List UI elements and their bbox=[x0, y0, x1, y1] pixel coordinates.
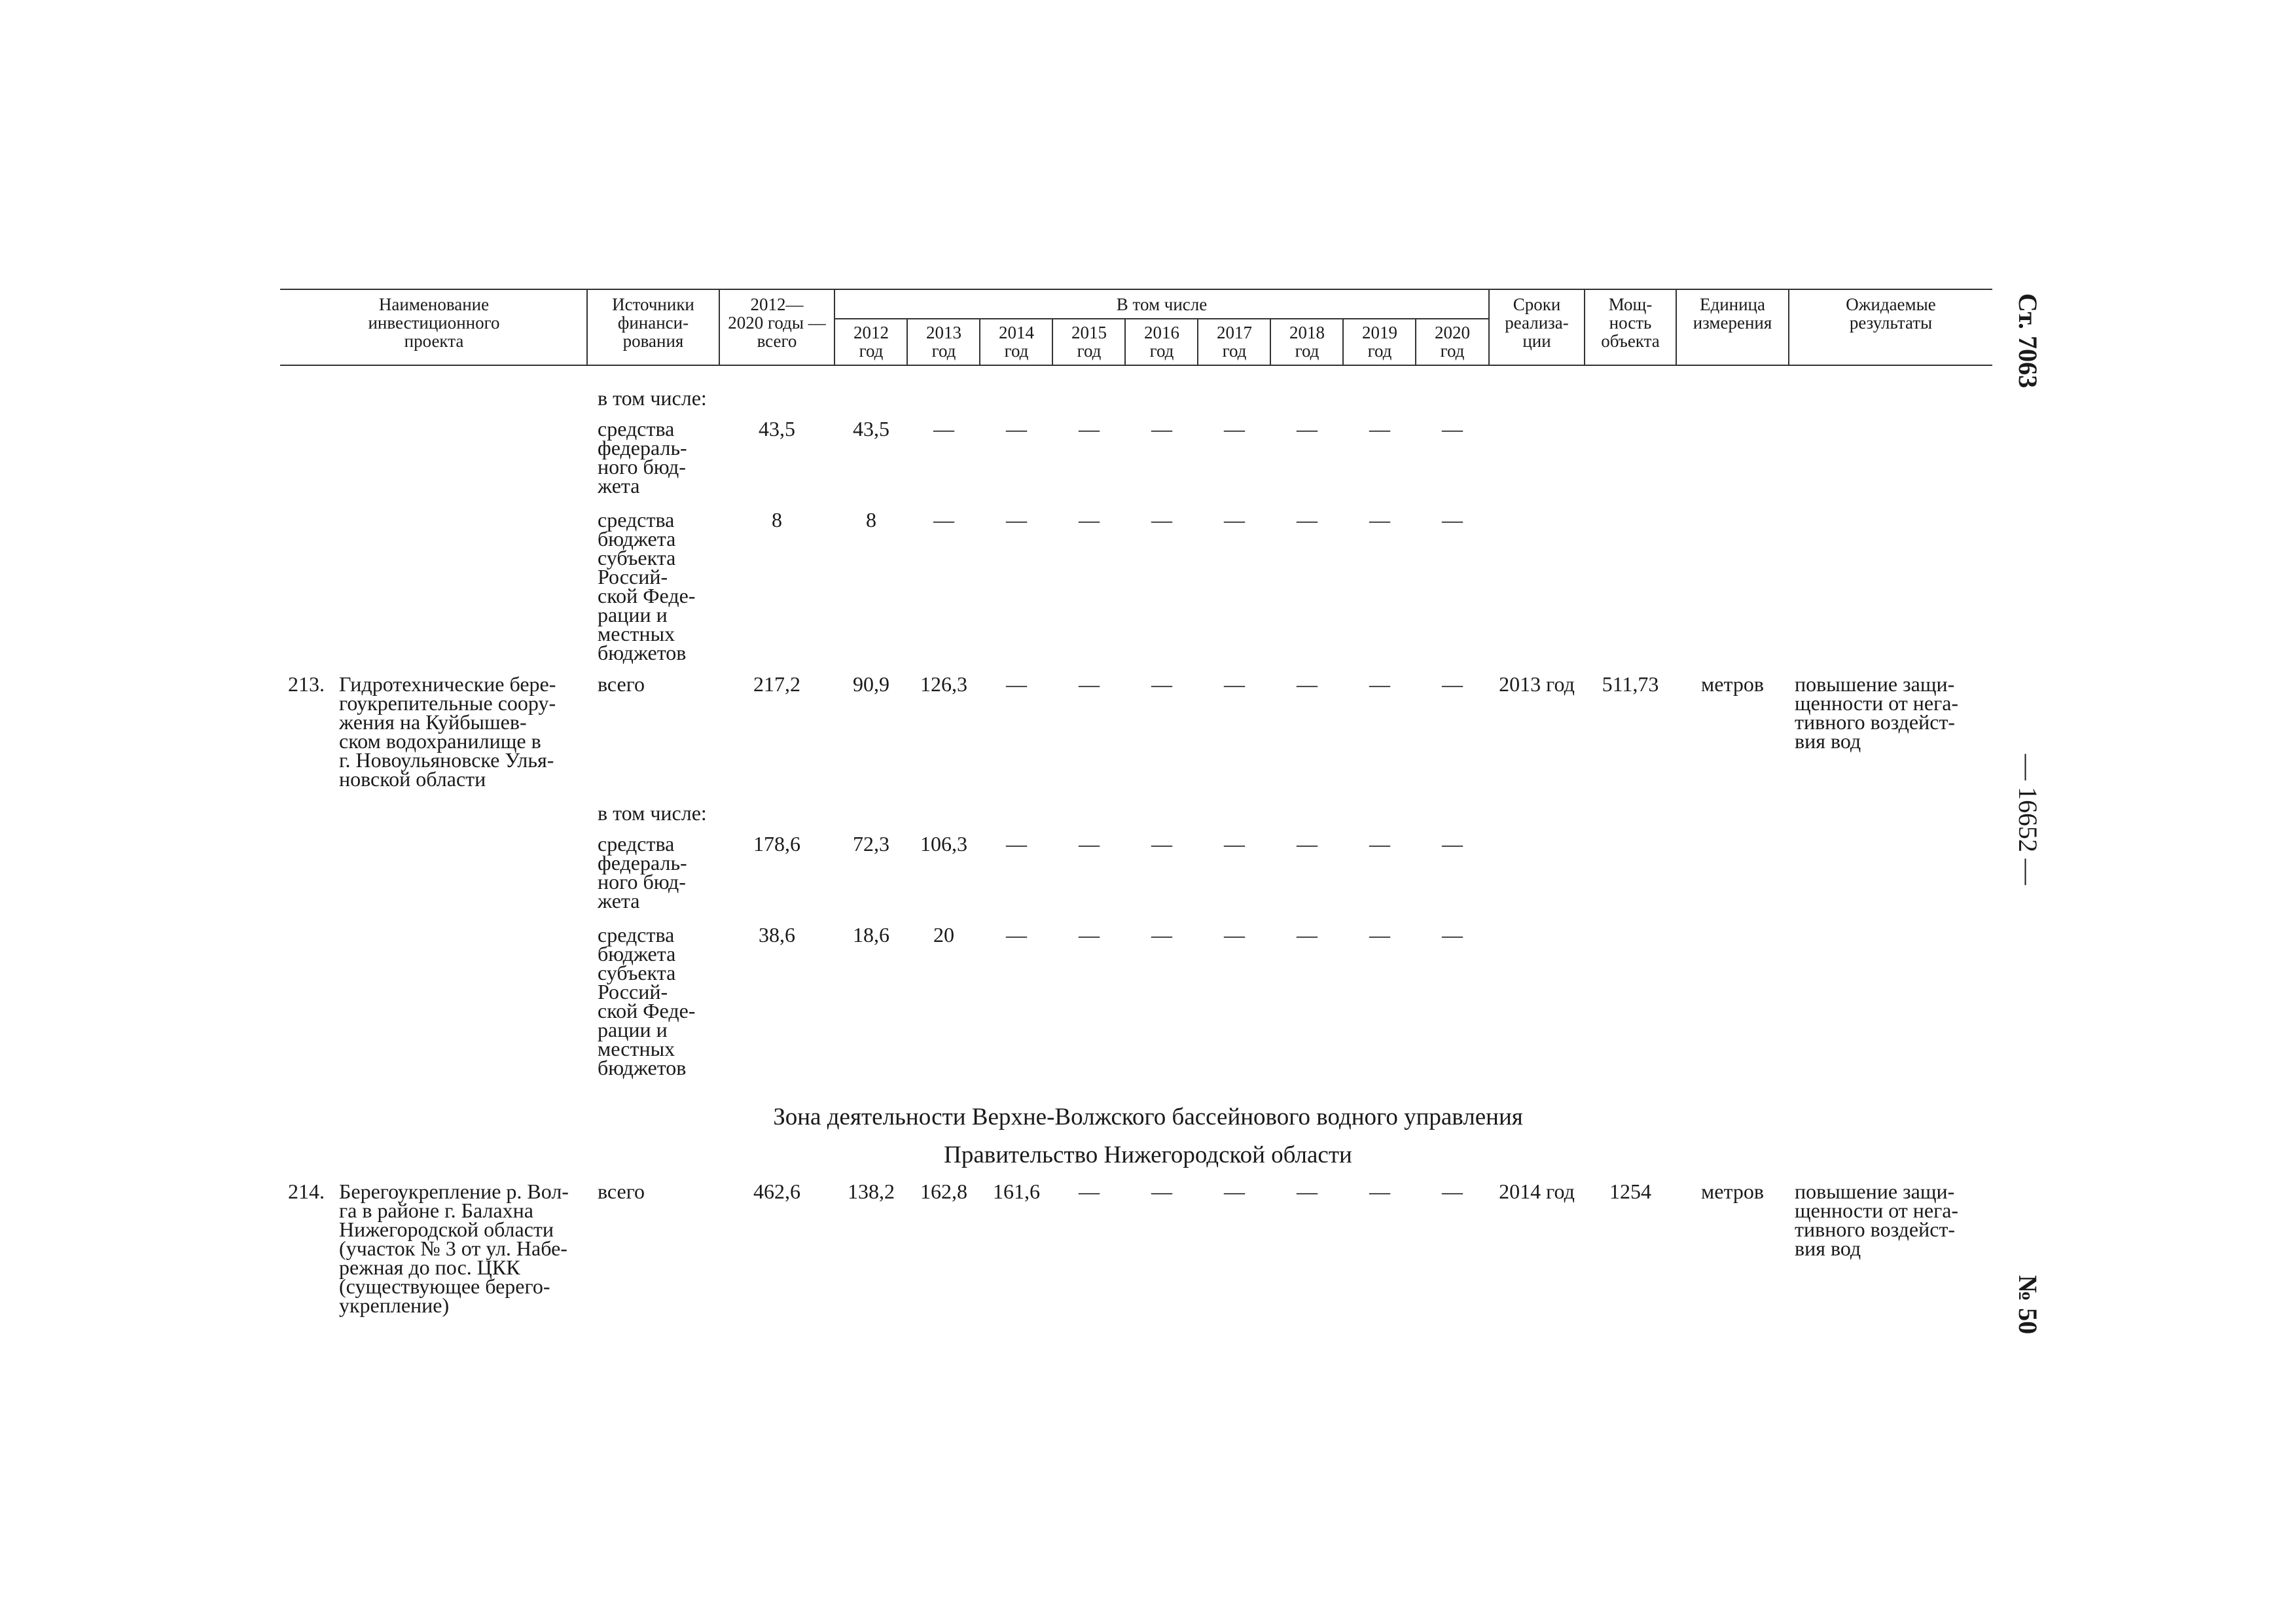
header-text: инвестиционного bbox=[368, 313, 500, 333]
header-text: финанси- bbox=[617, 313, 689, 333]
header-year-text: год bbox=[1295, 341, 1319, 361]
year-value: 43,5 bbox=[853, 417, 889, 441]
government-title: Правительство Нижегородской области bbox=[944, 1142, 1352, 1168]
year-value: — bbox=[1442, 1180, 1463, 1203]
year-value: — bbox=[1442, 923, 1463, 947]
header-text: ность bbox=[1609, 313, 1652, 333]
header-text: проекта bbox=[404, 331, 464, 351]
year-value: — bbox=[1006, 832, 1027, 856]
total-value: 462,6 bbox=[753, 1180, 800, 1203]
row-number: 214. bbox=[288, 1180, 325, 1203]
years-sub-rule bbox=[834, 318, 1489, 319]
table-cell-line: средства bbox=[598, 417, 675, 441]
year-value: — bbox=[1442, 417, 1463, 441]
year-value: — bbox=[1006, 672, 1027, 696]
year-value: — bbox=[1151, 672, 1172, 696]
including-label: в том числе: bbox=[598, 386, 707, 410]
header-sources bbox=[588, 295, 719, 350]
table-cell-line: субъекта bbox=[598, 546, 676, 569]
unit-value: метров bbox=[1701, 1180, 1764, 1203]
table-cell-line: повышение защи- bbox=[1795, 1180, 1955, 1203]
header-year bbox=[908, 323, 980, 360]
table-cell-line: жета bbox=[598, 474, 640, 497]
table-cell-line: укрепление) bbox=[339, 1293, 450, 1317]
header-year-text: 2015 bbox=[1071, 323, 1107, 342]
year-value: 161,6 bbox=[993, 1180, 1040, 1203]
table-cell-line: Гидротехнические бере- bbox=[339, 672, 556, 696]
year-value: — bbox=[1297, 417, 1318, 441]
year-value: — bbox=[933, 508, 954, 532]
header-year-text: год bbox=[931, 341, 956, 361]
year-value: — bbox=[1224, 672, 1245, 696]
table-cell-line: средства bbox=[598, 923, 675, 947]
header-text: Ожидаемые bbox=[1846, 295, 1936, 314]
year-value: — bbox=[1006, 923, 1027, 947]
year-value: — bbox=[1224, 923, 1245, 947]
table-cell-line: федераль- bbox=[598, 851, 687, 875]
table-cell-line: щенности от нега- bbox=[1795, 1199, 1959, 1222]
year-value: — bbox=[1369, 832, 1390, 856]
header-year bbox=[1053, 323, 1125, 360]
header-year-text: год bbox=[1149, 341, 1174, 361]
year-value: — bbox=[1369, 1180, 1390, 1203]
header-year-text: год bbox=[1222, 341, 1247, 361]
row-number: 213. bbox=[288, 672, 325, 696]
unit-value: метров bbox=[1701, 672, 1764, 696]
including-label: в том числе: bbox=[598, 801, 707, 825]
header-text: реализа- bbox=[1505, 313, 1569, 333]
table-cell-line: местных bbox=[598, 1037, 675, 1060]
table-cell-line: (участок № 3 от ул. Набе- bbox=[339, 1236, 567, 1260]
issue-number: № 50 bbox=[2013, 1275, 2043, 1335]
header-year-text: год bbox=[1077, 341, 1102, 361]
table-cell-line: тивного воздейст- bbox=[1795, 710, 1956, 734]
header-top-rule bbox=[280, 289, 1992, 290]
year-value: — bbox=[1079, 832, 1100, 856]
header-including: В том числе bbox=[1116, 295, 1208, 314]
page-number: — 16652 — bbox=[2013, 754, 2043, 885]
year-value: — bbox=[1442, 508, 1463, 532]
table-cell-line: повышение защи- bbox=[1795, 672, 1955, 696]
source-label: всего bbox=[598, 1180, 645, 1203]
table-cell-line: щенности от нега- bbox=[1795, 691, 1959, 715]
table-cell-line: ском водохранилище в bbox=[339, 729, 541, 753]
table-cell-line: (существующее берего- bbox=[339, 1274, 550, 1298]
header-year-text: 2016 bbox=[1144, 323, 1179, 342]
table-cell-line: жета bbox=[598, 889, 640, 912]
year-value: — bbox=[1079, 508, 1100, 532]
table-cell-line: г. Новоульяновске Улья- bbox=[339, 748, 554, 772]
year-value: 72,3 bbox=[853, 832, 889, 856]
header-year-text: 2018 bbox=[1289, 323, 1325, 342]
year-value: — bbox=[1224, 417, 1245, 441]
header-text: Мощ- bbox=[1608, 295, 1653, 314]
header-year bbox=[1416, 323, 1488, 360]
year-value: — bbox=[1151, 1180, 1172, 1203]
table-cell-line: ской Феде- bbox=[598, 999, 696, 1022]
header-year-text: год bbox=[859, 341, 884, 361]
term-value: 2014 год bbox=[1499, 1180, 1575, 1203]
header-year-text: 2019 bbox=[1362, 323, 1397, 342]
header-text: 2020 годы — bbox=[728, 313, 826, 333]
year-value: — bbox=[1297, 1180, 1318, 1203]
header-text: измерения bbox=[1693, 313, 1772, 333]
header-year-text: 2020 bbox=[1435, 323, 1470, 342]
table-cell-line: бюджетов bbox=[598, 641, 687, 664]
total-value: 38,6 bbox=[759, 923, 795, 947]
header-text: Сроки bbox=[1513, 295, 1561, 314]
year-value: — bbox=[1151, 832, 1172, 856]
year-value: — bbox=[1079, 417, 1100, 441]
year-value: — bbox=[1442, 832, 1463, 856]
header-results bbox=[1789, 295, 1992, 332]
header-year-text: 2017 bbox=[1217, 323, 1252, 342]
table-cell-line: рации и bbox=[598, 1018, 668, 1041]
year-value: — bbox=[933, 417, 954, 441]
year-value: 126,3 bbox=[920, 672, 967, 696]
header-unit bbox=[1677, 295, 1788, 332]
term-value: 2013 год bbox=[1499, 672, 1575, 696]
table-cell-line: режная до пос. ЦКК bbox=[339, 1255, 520, 1279]
year-value: — bbox=[1079, 1180, 1100, 1203]
table-cell-line: субъекта bbox=[598, 961, 676, 984]
year-value: — bbox=[1006, 417, 1027, 441]
table-cell-line: федераль- bbox=[598, 436, 687, 460]
table-cell-line: Россий- bbox=[598, 980, 668, 1003]
table-cell-line: ного бюд- bbox=[598, 870, 686, 893]
table-cell-line: вия вод bbox=[1795, 1236, 1861, 1260]
header-text: 2012— bbox=[750, 295, 804, 314]
table-cell-line: вия вод bbox=[1795, 729, 1861, 753]
header-year bbox=[835, 323, 907, 360]
header-bottom-rule bbox=[280, 365, 1992, 366]
table-cell-line: ской Феде- bbox=[598, 584, 696, 607]
table-cell-line: тивного воздейст- bbox=[1795, 1218, 1956, 1241]
year-value: — bbox=[1006, 508, 1027, 532]
zone-title: Зона деятельности Верхне-Волжского бассейнового водного управления bbox=[773, 1104, 1523, 1130]
table-cell-line: бюджета bbox=[598, 527, 676, 550]
year-value: — bbox=[1297, 923, 1318, 947]
total-value: 217,2 bbox=[753, 672, 800, 696]
table-cell-line: средства bbox=[598, 508, 675, 532]
year-value: — bbox=[1369, 923, 1390, 947]
source-label: всего bbox=[598, 672, 645, 696]
total-value: 43,5 bbox=[759, 417, 795, 441]
total-value: 8 bbox=[772, 508, 782, 532]
header-year bbox=[1198, 323, 1270, 360]
header-text: рования bbox=[622, 331, 684, 351]
table-cell-line: средства bbox=[598, 832, 675, 856]
year-value: — bbox=[1079, 672, 1100, 696]
table-cell-line: бюджета bbox=[598, 942, 676, 965]
table-cell-line: ного бюд- bbox=[598, 455, 686, 478]
year-value: 20 bbox=[933, 923, 954, 947]
header-year bbox=[1344, 323, 1416, 360]
year-value: — bbox=[1369, 417, 1390, 441]
table-cell-line: Нижегородской области bbox=[339, 1218, 554, 1241]
year-value: — bbox=[1151, 417, 1172, 441]
year-value: — bbox=[1297, 508, 1318, 532]
table-cell-line: жения на Куйбышев- bbox=[339, 710, 527, 734]
capacity-value: 511,73 bbox=[1602, 672, 1659, 696]
header-year-text: год bbox=[1440, 341, 1465, 361]
header-year-text: год bbox=[1004, 341, 1029, 361]
header-project-name bbox=[281, 295, 586, 350]
table-cell-line: Берегоукрепление р. Вол- bbox=[339, 1180, 569, 1203]
year-value: — bbox=[1224, 508, 1245, 532]
table-cell-line: Россий- bbox=[598, 565, 668, 588]
header-text: Источники bbox=[612, 295, 694, 314]
header-text: всего bbox=[757, 331, 797, 351]
year-value: 18,6 bbox=[853, 923, 889, 947]
header-text: ции bbox=[1522, 331, 1551, 351]
year-value: 162,8 bbox=[920, 1180, 967, 1203]
year-value: — bbox=[1224, 832, 1245, 856]
year-value: — bbox=[1224, 1180, 1245, 1203]
header-year-text: год bbox=[1367, 341, 1392, 361]
header-total bbox=[720, 295, 834, 350]
capacity-value: 1254 bbox=[1609, 1180, 1651, 1203]
header-year-text: 2012 bbox=[853, 323, 889, 342]
header-year bbox=[1271, 323, 1343, 360]
article-number: Ст. 7063 bbox=[2013, 293, 2043, 388]
year-value: 8 bbox=[866, 508, 876, 532]
table-cell-line: бюджетов bbox=[598, 1056, 687, 1079]
year-value: 106,3 bbox=[920, 832, 967, 856]
year-value: 90,9 bbox=[853, 672, 889, 696]
table-cell-line: га в районе г. Балахна bbox=[339, 1199, 533, 1222]
table-cell-line: новской области bbox=[339, 767, 486, 791]
header-year bbox=[980, 323, 1052, 360]
total-value: 178,6 bbox=[753, 832, 800, 856]
table-cell-line: местных bbox=[598, 622, 675, 645]
header-text: объекта bbox=[1601, 331, 1660, 351]
header-year-text: 2014 bbox=[999, 323, 1034, 342]
header-text: результаты bbox=[1849, 313, 1933, 333]
header-year bbox=[1126, 323, 1198, 360]
year-value: — bbox=[1442, 672, 1463, 696]
header-terms bbox=[1490, 295, 1584, 350]
year-value: — bbox=[1151, 508, 1172, 532]
table-cell-line: рации и bbox=[598, 603, 668, 626]
header-year-text: 2013 bbox=[926, 323, 961, 342]
year-value: — bbox=[1297, 672, 1318, 696]
year-value: — bbox=[1369, 672, 1390, 696]
header-text: Наименование bbox=[378, 295, 490, 314]
year-value: 138,2 bbox=[848, 1180, 895, 1203]
table-cell-line: гоукрепительные соору- bbox=[339, 691, 556, 715]
year-value: — bbox=[1079, 923, 1100, 947]
year-value: — bbox=[1369, 508, 1390, 532]
header-text: Единица bbox=[1699, 295, 1765, 314]
year-value: — bbox=[1151, 923, 1172, 947]
year-value: — bbox=[1297, 832, 1318, 856]
header-capacity bbox=[1585, 295, 1676, 350]
